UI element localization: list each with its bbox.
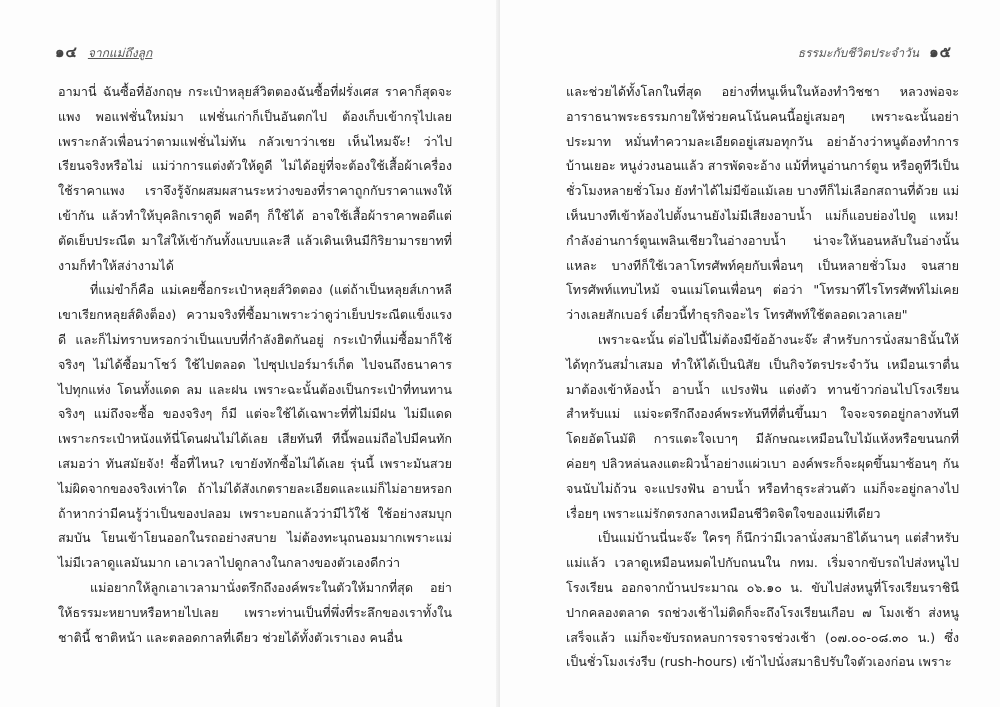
right-page-body	[566, 80, 959, 675]
left-paragraph-2: ที่แม่ขำก็คือ แม่เคยซื้อกระเป๋าหลุยส์วิตตอง (แต่ถ้าเป็นหลุยส์เกาหลีเขาเรียกหลุยส์ดิงต็อง) ความจริงที่ซื้อมาเพราะว่าดูว่าเย็บประณีตแข็งแรงดี และก็ไม่ทราบหรอกว่าเป็นแบบที่กำลังฮิตกันอยู่ กระเป๋าที่แม่ซื้อมาก็ใช้จริงๆ ไม่ได้ซื้อมาโชว์ ใช้ไปตลอด ไปซุปเปอร์มาร์เก็ต ไปจนถึงธนาคาร ไปทุกแห่ง โดนทั้งแดด ลม และฝน เพราะฉะนั้นต้องเป็นกระเป๋าที่ทนทานจริงๆ แม่ถึงจะซื้อ ของจริงๆ ก็มี แต่จะใช้ได้เฉพาะที่ที่ไม่มีฝน ไม่มีแดด เพราะกระเป๋าหนังแท้นี่โดนฝนไม่ได้เลย เสียทันที ทีนี้พอแม่ถือไปมีคนทักเสมอว่า ทันสมัยจัง! ซื้อที่ไหน? เขายังทักซื้อไม่ได้เลย รุ่นนี้ เพราะมันสวยไม่ผิดจากของจริงเท่าใด ถ้าไม่ได้สังเกตรายละเอียดและแม่ก็ไม่อายหรอก ถ้าหากว่ามีคนรู้ว่าเป็นของปลอม เพราะบอกแล้วว่ามีไว้ใช้ ใช้อย่างสมบุกสมบัน โยนเข้าโยนออกในรถอย่างสบาย ไม่ต้องทะนุถนอมมากเพราะแม่ไม่มีเวลาดูแลมันมาก เอาเวลาไปดูกลางในกลางของตัวเองดีกว่า	[58, 282, 452, 571]
left-page-header	[55, 40, 152, 64]
right-paragraph-3: เป็นแม่บ้านนี่นะจ๊ะ ใครๆ ก็นึกว่ามีเวลานั่งสมาธิได้นานๆ แต่สำหรับแม่แล้ว เวลาดูเหมือนหมดไปกับถนนใน กทม. เริ่มจากขับรถไปส่งหนูไปโรงเรียน ออกจากบ้านประมาณ ๐๖.๑๐ น. ขับไปส่งหนูที่โรงเรียนราชินีปากคลองตลาด รถช่วงเช้าไม่ติดก็จะถึงโรงเรียนเกือบ ๗ โมงเช้า ส่งหนูเสร็จแล้ว แม่ก็จะขับรถหลบการจราจรช่วงเช้า (๐๗.๐๐-๐๘.๓๐ น.) ซึ่งเป็นชั่วโมงเร่งรีบ (rush-hours) เข้าไปนั่งสมาธิปรับใจตัวเองก่อน เพราะ	[566, 530, 959, 670]
right-running-title: ธรรมะกับชีวิตประจำวัน	[797, 46, 920, 60]
left-page-number: ๑๔	[55, 43, 78, 61]
left-running-title: จากแม่ถึงลูก	[87, 46, 153, 60]
right-paragraph-2: เพราะฉะนั้น ต่อไปนี้ไม่ต้องมีข้ออ้างนะจ๊ะ สำหรับการนั่งสมาธินั้นให้ได้ทุกวันสม่ำเสมอ ทำให้ได้เป็นนิสัย เป็นกิจวัตรประจำวัน เหมือนเราตื่นมาต้องเข้าห้องน้ำ อาบน้ำ แปรงฟัน แต่งตัว ทานข้าวก่อนไปโรงเรียน สำหรับแม่ แม่จะตรึกถึงองค์พระทันทีที่ตื่นขึ้นมา ใจจะจรดอยู่กลางทันทีโดยอัตโนมัติ การแตะใจเบาๆ มีลักษณะเหมือนใบไม้แห้งหรือขนนกที่ค่อยๆ ปลิวหล่นลงแตะผิวน้ำอย่างแผ่วเบา องค์พระก็จะผุดขึ้นมาซ้อนๆ กันจนนับไม่ถ้วน จะแปรงฟัน อาบน้ำ หรือทำธุระส่วนตัว แม่ก็จะอยู่กลางไปเรื่อยๆ เพราะแม่รักตรงกลางเหมือนชีวิตจิตใจของแม่ทีเดียว	[566, 331, 959, 521]
left-page-body	[58, 80, 452, 650]
left-paragraph-3: แม่อยากให้ลูกเอาเวลามานั่งตรึกถึงองค์พระในตัวให้มากที่สุด อย่าให้ธรรมะหยาบหรือหายไปเลย เพราะท่านเป็นที่พึ่งที่ระลึกของเราทั้งในชาตินี้ ชาติหน้า และตลอดกาลที่เดียว ช่วยได้ทั้งตัวเราเอง คนอื่น	[58, 579, 452, 645]
right-page	[500, 0, 1000, 707]
left-paragraph-1: อามานี่ ฉันซื้อที่อังกฤษ กระเป๋าหลุยส์วิตตองฉันซื้อที่ฝรั่งเศส ราคาก็สุดจะแพง พอแฟชั่นใหม่มา แฟชั่นเก่าก็เป็นอันตกไป ต้องเก็บเข้ากรุไปเลย เพราะกลัวเพื่อนว่าตามแฟชั่นไม่ทัน กลัวเขาว่าเชย เห็นไหมจ๊ะ! ว่าไปเรียนจริงหรือไม่ แม่ว่าการแต่งตัวให้ดูดี ไม่ได้อยู่ที่จะต้องใช้เสื้อผ้าเครื่องใช้ราคาแพง เราจึงรู้จักผสมผสานระหว่างของที่ราคาถูกกับราคาแพงให้เข้ากัน แล้วทำให้บุคลิกเราดูดี พอดีๆ ก็ใช้ได้ อาจใช้เสื้อผ้าราคาพอดีแต่ตัดเย็บประณีต มาใส่ให้เข้ากันทั้งแบบและสี แล้วเดินเหินมีกิริยามารยาทที่งามก็ทำให้สง่างามได้	[58, 84, 452, 273]
right-page-header	[798, 40, 952, 64]
right-page-number: ๑๕	[929, 43, 952, 61]
right-paragraph-1: และช่วยได้ทั้งโลกในที่สุด อย่างที่หนูเห็นในห้องทำวิชชา หลวงพ่อจะอาราธนาพระธรรมกายให้ช่วยคนโน้นคนนี้อยู่เสมอๆ เพราะฉะนั้นอย่าประมาท หมั่นทำความละเอียดอยู่เสมอทุกวัน อย่าอ้างว่าหนูต้องทำการบ้านเยอะ หนูง่วงนอนแล้ว สารพัดจะอ้าง แม้ที่หนูอ่านการ์ตูน หรือดูทีวีเป็นชั่วโมงหลายชั่วโมง ยังทำได้ไม่มีข้อแม้เลย บางทีก็ไม่เลือกสถานที่ด้วย แม่เห็นบางทีเข้าห้องไปตั้งนานยังไม่มีเสียงอาบน้ำ แม่ก็แอบย่องไปดู แหม! กำลังอ่านการ์ตูนเพลินเชียวในอ่างอาบน้ำ น่าจะให้นอนหลับในอ่างนั้นแหละ บางทีก็ใช้เวลาโทรศัพท์คุยกับเพื่อนๆ เป็นหลายชั่วโมง จนสายโทรศัพท์แทบไหม้ จนแม่โดนเพื่อนๆ ต่อว่า "โทรมาทีไรโทรศัพท์ไม่เคยว่างเลยสักเบอร์ เดี๋ยวนี้ทำธุรกิจอะไร โทรศัพท์ใช้ตลอดเวลาเลย"	[566, 84, 959, 323]
